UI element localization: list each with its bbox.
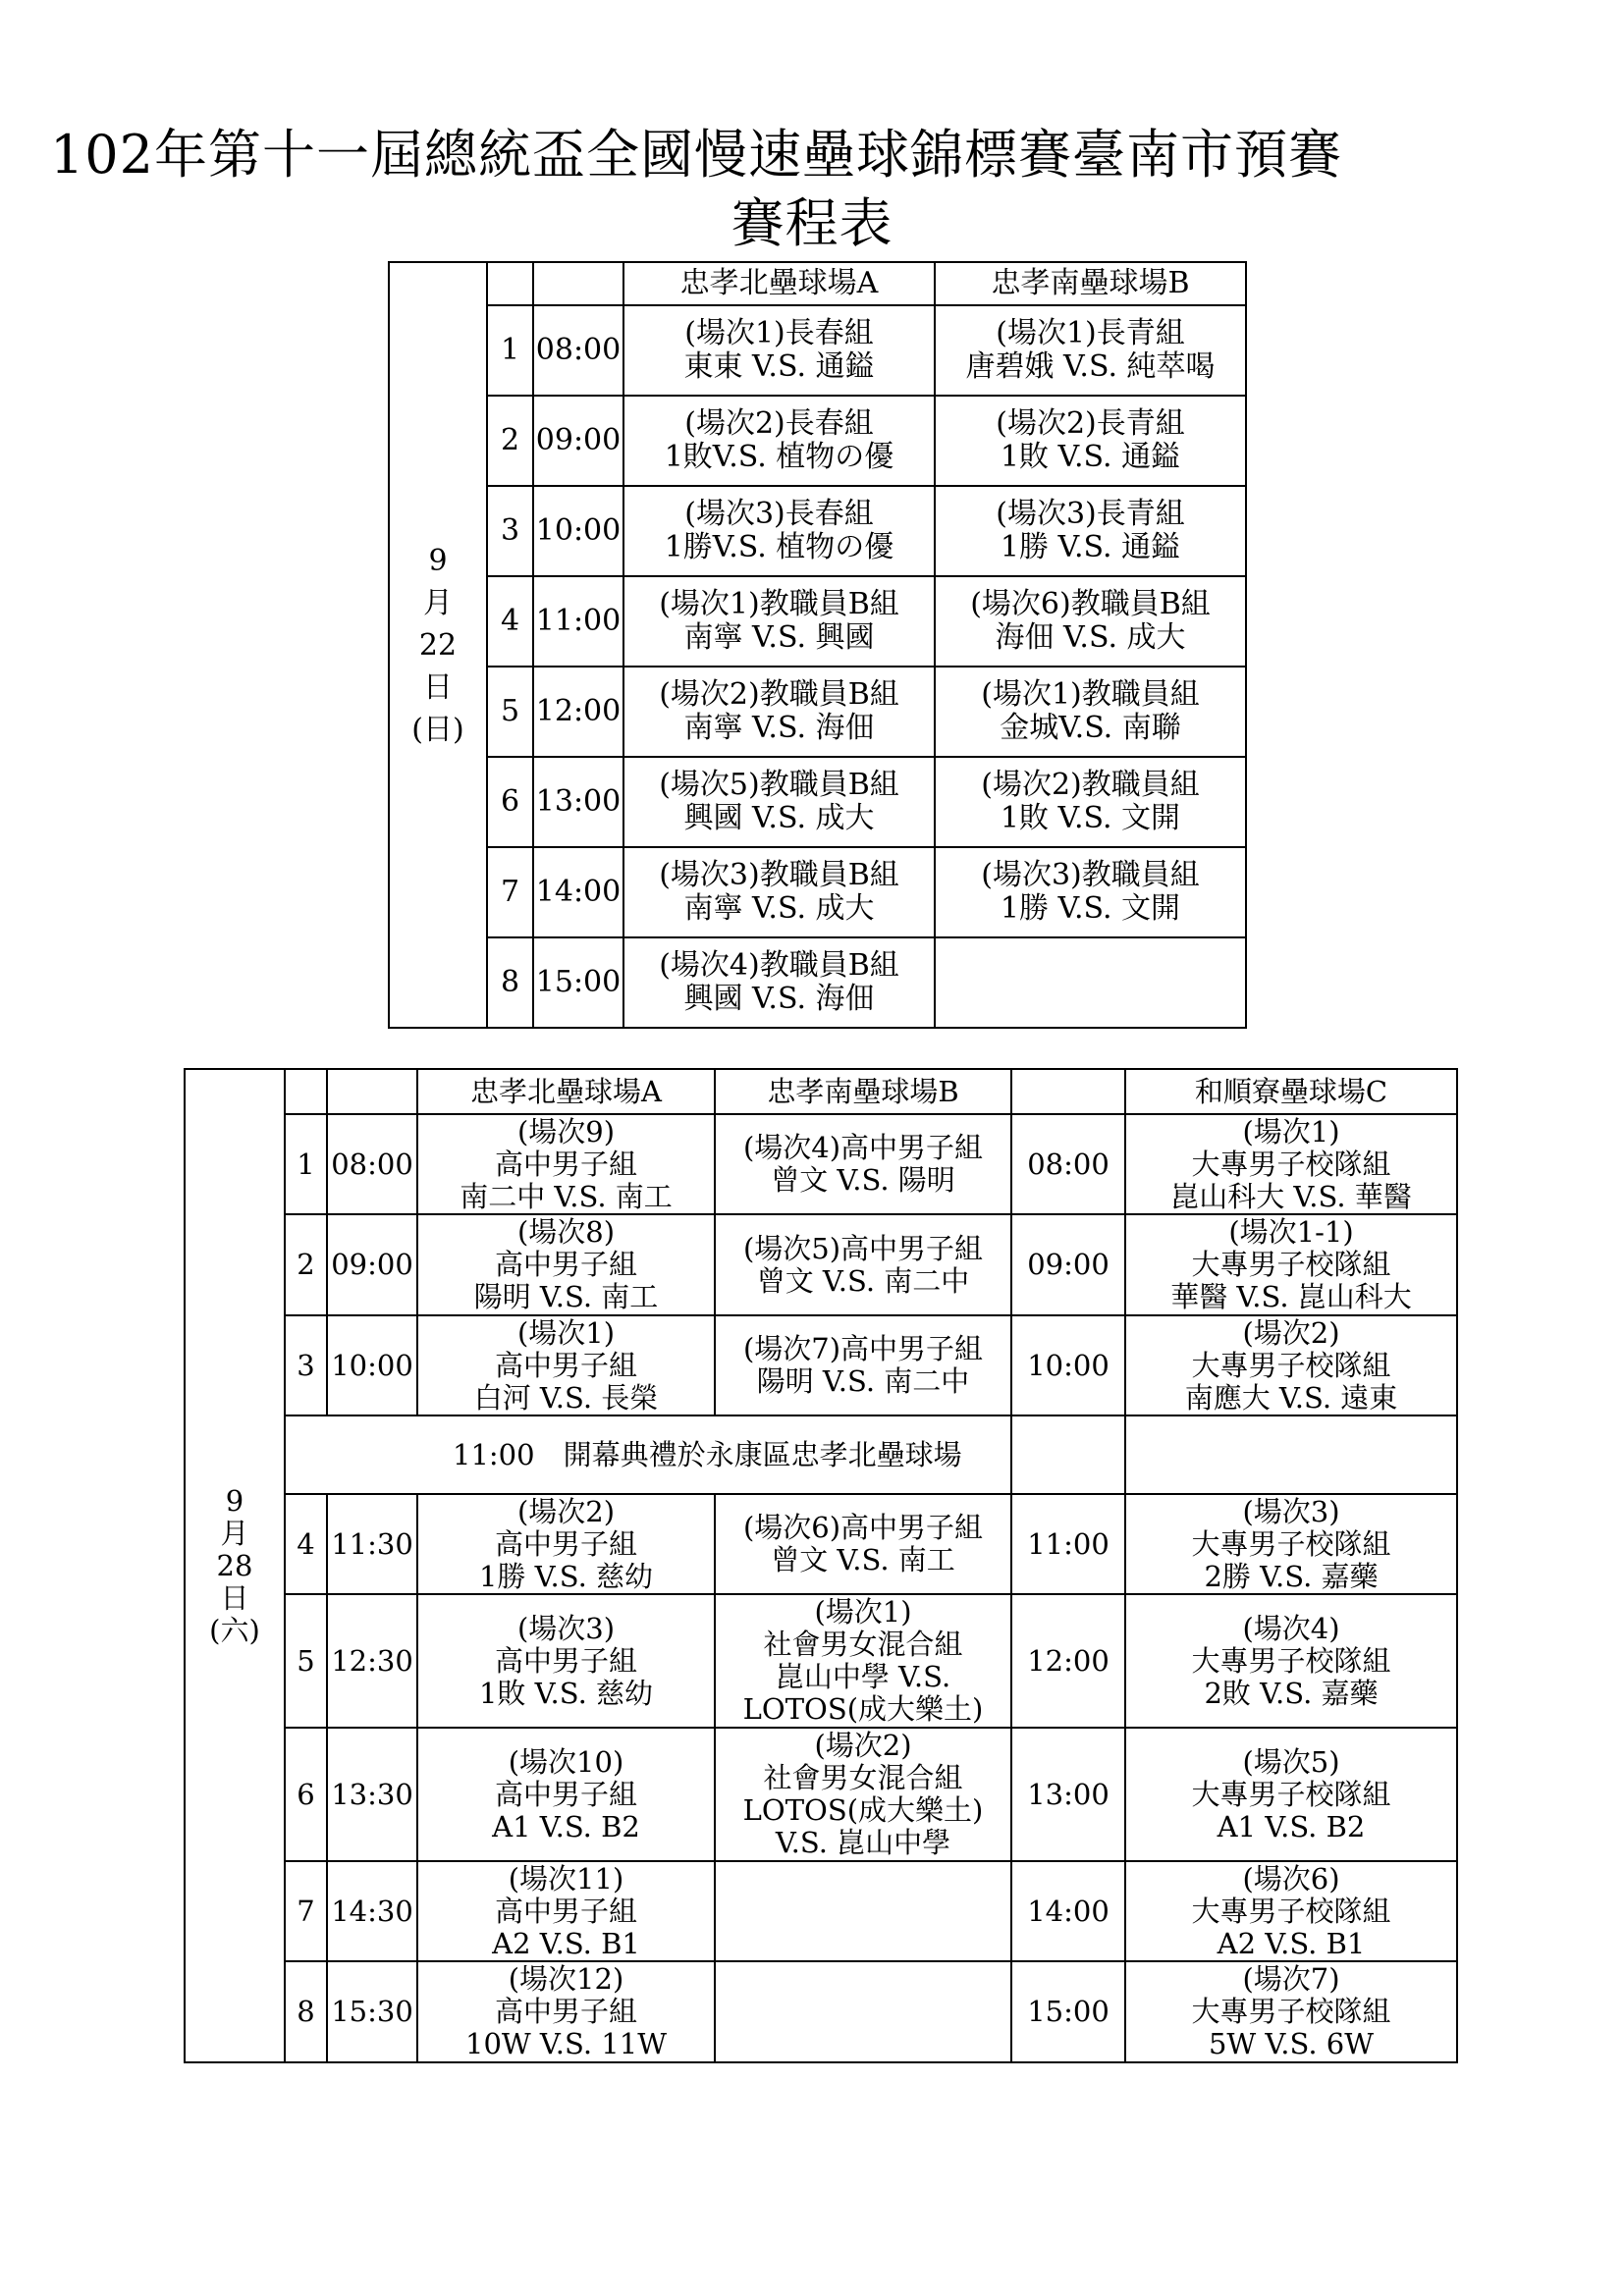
cell-line: 10:00 bbox=[331, 1348, 413, 1382]
cell-line: 社會男女混合組 bbox=[763, 1761, 963, 1794]
field-c-match bbox=[1125, 1214, 1457, 1315]
cell-line: 海佃 V.S. 成大 bbox=[995, 620, 1186, 655]
cell-line: 6 bbox=[500, 784, 520, 819]
table-row bbox=[389, 847, 1246, 937]
cell-line: 3 bbox=[297, 1348, 315, 1382]
cell-line: 15:30 bbox=[331, 1995, 413, 2028]
match-time bbox=[533, 847, 623, 937]
cell-line: 10W V.S. 11W bbox=[465, 2027, 667, 2060]
field-a-match bbox=[623, 847, 935, 937]
cell-line: 崑山中學 V.S. bbox=[775, 1660, 951, 1693]
field-a-match bbox=[623, 667, 935, 757]
table-row bbox=[389, 757, 1246, 847]
cell-line: 月 bbox=[423, 585, 453, 620]
field-c-match bbox=[1125, 1861, 1457, 1961]
field-a-match bbox=[417, 1728, 715, 1861]
field-c-time bbox=[1011, 1214, 1125, 1315]
cell-line: 22 bbox=[418, 627, 458, 663]
cell-line: A1 V.S. B2 bbox=[1217, 1809, 1366, 1843]
table-row bbox=[185, 1214, 1457, 1315]
table-row bbox=[389, 937, 1246, 1028]
match-number bbox=[487, 757, 533, 847]
cell-line: V.S. 崑山中學 bbox=[775, 1826, 951, 1859]
cell-line: 大專男子校隊組 bbox=[1191, 1643, 1391, 1678]
match-number bbox=[285, 1961, 327, 2062]
cell-line: (場次1) bbox=[1242, 1114, 1340, 1148]
cell-line: 7 bbox=[500, 875, 520, 909]
cell-line: 5 bbox=[500, 694, 520, 728]
match-time bbox=[327, 1315, 417, 1415]
cell-line: 15:00 bbox=[535, 965, 622, 999]
cell-line: 12:00 bbox=[535, 694, 622, 728]
field-c-match bbox=[1125, 1728, 1457, 1861]
match-time bbox=[533, 667, 623, 757]
cell-line: (場次12) bbox=[508, 1962, 624, 1996]
field-b-match bbox=[715, 1861, 1011, 1961]
cell-line: 8 bbox=[297, 1995, 315, 2028]
match-time bbox=[327, 1114, 417, 1214]
cell-line: 14:30 bbox=[331, 1894, 413, 1928]
cell-line: 10:00 bbox=[535, 513, 622, 548]
field-b-match bbox=[715, 1728, 1011, 1861]
cell-line: 5W V.S. 6W bbox=[1208, 2027, 1375, 2060]
field-a-match bbox=[417, 1114, 715, 1214]
cell-line: 高中男子組 bbox=[494, 1348, 637, 1382]
cell-line: (場次7) bbox=[1242, 1962, 1340, 1996]
table-row bbox=[185, 1114, 1457, 1214]
cell-line: 大專男子校隊組 bbox=[1191, 1348, 1391, 1382]
field-a-match bbox=[417, 1594, 715, 1728]
cell-line: 華醫 V.S. 崑山科大 bbox=[1170, 1280, 1412, 1313]
cell-line: 忠孝南壘球場B bbox=[767, 1074, 959, 1108]
table-row bbox=[389, 576, 1246, 667]
field-c-time bbox=[1011, 1728, 1125, 1861]
cell-line: 大專男子校隊組 bbox=[1191, 1777, 1391, 1811]
cell-line: (場次5)教職員B組 bbox=[659, 768, 899, 802]
empty-cell bbox=[1125, 1415, 1457, 1494]
cell-line: 崑山科大 V.S. 華醫 bbox=[1170, 1179, 1412, 1213]
cell-line: 13:00 bbox=[535, 784, 622, 819]
cell-line: (場次1) bbox=[516, 1315, 616, 1350]
cell-line: LOTOS(成大樂土) bbox=[742, 1692, 984, 1726]
cell-line: 08:00 bbox=[535, 333, 622, 367]
cell-line: (場次4) bbox=[1242, 1611, 1340, 1645]
cell-line: 大專男子校隊組 bbox=[1191, 1526, 1391, 1561]
cell-line: 高中男子組 bbox=[494, 1248, 637, 1281]
cell-line: 9 bbox=[428, 543, 448, 578]
table-row bbox=[185, 1494, 1457, 1594]
cell-line: 1勝 V.S. 通鎰 bbox=[1000, 530, 1181, 564]
table-row bbox=[389, 486, 1246, 576]
column-header bbox=[487, 262, 533, 305]
field-b-match bbox=[715, 1594, 1011, 1728]
field-c-match bbox=[1125, 1961, 1457, 2062]
cell-line: (場次1)長青組 bbox=[996, 316, 1185, 350]
cell-line: 6 bbox=[297, 1777, 315, 1811]
cell-line: 陽明 V.S. 南二中 bbox=[756, 1364, 970, 1398]
cell-line: LOTOS(成大樂土) bbox=[742, 1793, 984, 1827]
field-b-match bbox=[935, 667, 1246, 757]
ceremony-row bbox=[185, 1415, 1457, 1494]
cell-line: (場次4)高中男子組 bbox=[742, 1131, 984, 1164]
cell-line: 忠孝北壘球場A bbox=[679, 266, 879, 300]
cell-line: (場次3) bbox=[1242, 1494, 1340, 1528]
cell-line: 12:00 bbox=[1027, 1643, 1110, 1678]
schedule-table-day2 bbox=[184, 1068, 1458, 2063]
field-c-match bbox=[1125, 1114, 1457, 1214]
cell-line: 曾文 V.S. 陽明 bbox=[771, 1163, 955, 1197]
cell-line: 11:30 bbox=[331, 1526, 413, 1561]
cell-line: 高中男子組 bbox=[494, 1147, 637, 1181]
field-a-match bbox=[623, 937, 935, 1028]
cell-line: 5 bbox=[297, 1643, 315, 1678]
cell-line: 和順寮壘球場C bbox=[1194, 1074, 1388, 1108]
cell-line: 2敗 V.S. 嘉藥 bbox=[1204, 1676, 1379, 1710]
cell-line: 大專男子校隊組 bbox=[1191, 1147, 1391, 1181]
cell-line: (場次1-1) bbox=[1228, 1215, 1354, 1249]
field-b-match bbox=[935, 937, 1246, 1028]
cell-line: A1 V.S. B2 bbox=[492, 1809, 640, 1843]
table-row bbox=[389, 667, 1246, 757]
cell-line: 9 bbox=[225, 1483, 244, 1518]
cell-line: (場次5) bbox=[1242, 1744, 1340, 1779]
cell-line: 白河 V.S. 長榮 bbox=[473, 1380, 659, 1415]
cell-line: 南寧 V.S. 海佃 bbox=[683, 711, 875, 745]
field-a-match bbox=[623, 757, 935, 847]
cell-line: 唐碧娥 V.S. 純萃喝 bbox=[965, 349, 1216, 384]
match-time bbox=[327, 1494, 417, 1594]
cell-line: (場次1)長春組 bbox=[684, 316, 874, 350]
cell-line: 月 bbox=[220, 1516, 249, 1550]
cell-line: (場次6)教職員B組 bbox=[970, 587, 1211, 621]
match-number bbox=[285, 1214, 327, 1315]
cell-line: (場次1) bbox=[814, 1595, 912, 1629]
match-number bbox=[487, 847, 533, 937]
cell-line: 高中男子組 bbox=[494, 1526, 637, 1561]
table-row bbox=[185, 1728, 1457, 1861]
cell-line: 12:30 bbox=[331, 1643, 413, 1678]
table-row bbox=[185, 1861, 1457, 1961]
cell-line: (場次6)高中男子組 bbox=[742, 1511, 984, 1544]
cell-line: 2勝 V.S. 嘉藥 bbox=[1204, 1559, 1379, 1593]
match-time bbox=[533, 486, 623, 576]
cell-line: 社會男女混合組 bbox=[763, 1628, 963, 1661]
cell-line: 東東 V.S. 通鎰 bbox=[683, 349, 875, 384]
column-header bbox=[327, 1069, 417, 1114]
cell-line: 13:30 bbox=[331, 1777, 413, 1811]
cell-line: 2 bbox=[500, 423, 520, 457]
match-time bbox=[533, 576, 623, 667]
page-title: 102年第十一屆總統盃全國慢速壘球錦標賽臺南市預賽 bbox=[49, 124, 1343, 186]
field-c-time bbox=[1011, 1114, 1125, 1214]
cell-line: 2 bbox=[297, 1248, 315, 1281]
cell-line: 8 bbox=[500, 965, 520, 999]
cell-line: (場次2) bbox=[516, 1494, 616, 1528]
cell-line: 1敗 V.S. 慈幼 bbox=[478, 1676, 654, 1710]
cell-line: 13:00 bbox=[1027, 1777, 1110, 1811]
field-b-match bbox=[715, 1315, 1011, 1415]
cell-line: 高中男子組 bbox=[494, 1777, 637, 1811]
cell-line: (場次4)教職員B組 bbox=[659, 948, 899, 983]
cell-line: 曾文 V.S. 南二中 bbox=[756, 1263, 970, 1298]
match-number bbox=[285, 1861, 327, 1961]
match-time bbox=[327, 1728, 417, 1861]
cell-line: (場次7)高中男子組 bbox=[742, 1332, 984, 1365]
cell-line: (場次2)長春組 bbox=[684, 406, 874, 441]
match-time bbox=[327, 1214, 417, 1315]
field-c-time bbox=[1011, 1861, 1125, 1961]
cell-line: 高中男子組 bbox=[494, 1894, 637, 1928]
match-number bbox=[285, 1594, 327, 1728]
cell-line: 11:00 開幕典禮於永康區忠孝北壘球場 bbox=[453, 1437, 962, 1471]
field-c-time bbox=[1011, 1494, 1125, 1594]
cell-line: 1 bbox=[297, 1147, 315, 1181]
cell-line: 1勝V.S. 植物の優 bbox=[664, 530, 894, 564]
field-a-match bbox=[417, 1961, 715, 2062]
field-c-time bbox=[1011, 1315, 1125, 1415]
cell-line: 1敗 V.S. 文開 bbox=[1000, 801, 1181, 835]
cell-line: (場次3)教職員B組 bbox=[659, 858, 899, 892]
field-a-match bbox=[417, 1315, 715, 1415]
cell-line: 14:00 bbox=[1027, 1894, 1110, 1928]
field-c-match bbox=[1125, 1594, 1457, 1728]
cell-line: 11:00 bbox=[535, 604, 622, 638]
cell-line: (場次9) bbox=[516, 1114, 616, 1148]
cell-line: 11:00 bbox=[1027, 1526, 1110, 1561]
column-header bbox=[417, 1069, 715, 1114]
cell-line: 日 bbox=[423, 669, 453, 705]
cell-line: 南寧 V.S. 成大 bbox=[683, 891, 875, 926]
match-time bbox=[327, 1594, 417, 1728]
cell-line: 高中男子組 bbox=[494, 1643, 637, 1678]
cell-line: 大專男子校隊組 bbox=[1191, 1894, 1391, 1928]
cell-line: (場次10) bbox=[508, 1744, 624, 1779]
field-c-time bbox=[1011, 1594, 1125, 1728]
cell-line: 陽明 V.S. 南工 bbox=[473, 1280, 659, 1313]
column-header bbox=[935, 262, 1246, 305]
cell-line: 14:00 bbox=[535, 875, 622, 909]
cell-line: 金城V.S. 南聯 bbox=[1000, 711, 1181, 745]
table-row bbox=[185, 1594, 1457, 1728]
cell-line: 1勝 V.S. 慈幼 bbox=[478, 1559, 654, 1593]
cell-line: (六) bbox=[209, 1613, 260, 1647]
field-b-match bbox=[715, 1214, 1011, 1315]
cell-line: 28 bbox=[216, 1548, 253, 1582]
cell-line: (日) bbox=[411, 712, 464, 747]
cell-line: (場次8) bbox=[516, 1215, 616, 1249]
match-number bbox=[487, 937, 533, 1028]
field-a-match bbox=[623, 576, 935, 667]
cell-line: 大專男子校隊組 bbox=[1191, 1248, 1391, 1281]
table-row bbox=[389, 305, 1246, 396]
field-b-match bbox=[715, 1961, 1011, 2062]
date-cell bbox=[389, 262, 487, 1028]
cell-line: (場次5)高中男子組 bbox=[742, 1231, 984, 1265]
cell-line: A2 V.S. B1 bbox=[1217, 1926, 1366, 1960]
field-b-match bbox=[935, 757, 1246, 847]
cell-line: 09:00 bbox=[535, 423, 622, 457]
field-b-match bbox=[715, 1494, 1011, 1594]
match-number bbox=[487, 396, 533, 486]
match-time bbox=[327, 1961, 417, 2062]
cell-line: (場次2)教職員組 bbox=[981, 768, 1200, 802]
cell-line: (場次1)教職員B組 bbox=[659, 587, 899, 621]
cell-line: 7 bbox=[297, 1894, 315, 1928]
cell-line: 南二中 V.S. 南工 bbox=[460, 1179, 673, 1213]
match-number bbox=[285, 1494, 327, 1594]
field-b-match bbox=[935, 486, 1246, 576]
column-header bbox=[715, 1069, 1011, 1114]
cell-line: 日 bbox=[220, 1580, 249, 1615]
cell-line: 10:00 bbox=[1027, 1348, 1110, 1382]
field-b-match bbox=[935, 847, 1246, 937]
cell-line: 09:00 bbox=[1027, 1248, 1110, 1281]
match-number bbox=[285, 1315, 327, 1415]
match-number bbox=[285, 1114, 327, 1214]
cell-line: 4 bbox=[297, 1526, 315, 1561]
cell-line: (場次2)長青組 bbox=[996, 406, 1185, 441]
cell-line: 1敗 V.S. 通鎰 bbox=[1000, 440, 1181, 474]
header-row bbox=[389, 262, 1246, 305]
cell-line: (場次2) bbox=[1242, 1315, 1340, 1350]
cell-line: (場次2)教職員B組 bbox=[659, 677, 899, 712]
empty-cell bbox=[1011, 1415, 1125, 1494]
column-header bbox=[1011, 1069, 1125, 1114]
field-b-match bbox=[935, 396, 1246, 486]
field-a-match bbox=[417, 1494, 715, 1594]
cell-line: 1勝 V.S. 文開 bbox=[1000, 891, 1181, 926]
table-row bbox=[185, 1315, 1457, 1415]
field-c-match bbox=[1125, 1315, 1457, 1415]
table-row bbox=[389, 396, 1246, 486]
cell-line: 高中男子組 bbox=[494, 1995, 637, 2028]
cell-line: (場次6) bbox=[1242, 1861, 1340, 1896]
match-time bbox=[533, 396, 623, 486]
match-number bbox=[487, 486, 533, 576]
field-a-match bbox=[623, 305, 935, 396]
cell-line: 09:00 bbox=[331, 1248, 413, 1281]
field-b-match bbox=[935, 305, 1246, 396]
match-number bbox=[285, 1728, 327, 1861]
field-a-match bbox=[417, 1861, 715, 1961]
column-header bbox=[623, 262, 935, 305]
match-number bbox=[487, 667, 533, 757]
column-header bbox=[533, 262, 623, 305]
cell-line: 3 bbox=[500, 513, 520, 548]
match-time bbox=[327, 1861, 417, 1961]
table-row bbox=[185, 1961, 1457, 2062]
field-a-match bbox=[623, 396, 935, 486]
cell-line: 08:00 bbox=[1027, 1147, 1110, 1181]
match-time bbox=[533, 937, 623, 1028]
cell-line: 15:00 bbox=[1027, 1995, 1110, 2028]
cell-line: (場次11) bbox=[508, 1861, 624, 1896]
cell-line: (場次3)長青組 bbox=[996, 497, 1185, 531]
cell-line: 曾文 V.S. 南工 bbox=[771, 1543, 955, 1576]
cell-line: 4 bbox=[500, 604, 520, 638]
field-c-time bbox=[1011, 1961, 1125, 2062]
cell-line: 南應大 V.S. 遠東 bbox=[1184, 1380, 1398, 1415]
cell-line: 忠孝北壘球場A bbox=[470, 1074, 662, 1108]
cell-line: 南寧 V.S. 興國 bbox=[683, 620, 875, 655]
cell-line: (場次1)教職員組 bbox=[981, 677, 1200, 712]
field-b-match bbox=[935, 576, 1246, 667]
match-number bbox=[487, 576, 533, 667]
cell-line: 1 bbox=[500, 333, 520, 367]
match-time bbox=[533, 757, 623, 847]
column-header bbox=[285, 1069, 327, 1114]
cell-line: (場次2) bbox=[814, 1729, 912, 1762]
cell-line: (場次3)教職員組 bbox=[981, 858, 1200, 892]
cell-line: (場次3)長春組 bbox=[684, 497, 874, 531]
match-time bbox=[533, 305, 623, 396]
cell-line: A2 V.S. B1 bbox=[492, 1926, 640, 1960]
cell-line: 08:00 bbox=[331, 1147, 413, 1181]
cell-line: 大專男子校隊組 bbox=[1191, 1995, 1391, 2028]
field-c-match bbox=[1125, 1494, 1457, 1594]
column-header bbox=[1125, 1069, 1457, 1114]
cell-line: (場次3) bbox=[516, 1611, 616, 1645]
header-row bbox=[185, 1069, 1457, 1114]
match-number bbox=[487, 305, 533, 396]
opening-ceremony-note bbox=[285, 1415, 1011, 1494]
field-a-match bbox=[417, 1214, 715, 1315]
schedule-table-day1 bbox=[388, 261, 1247, 1029]
field-a-match bbox=[623, 486, 935, 576]
cell-line: 忠孝南壘球場B bbox=[991, 266, 1190, 300]
field-b-match bbox=[715, 1114, 1011, 1214]
cell-line: 興國 V.S. 成大 bbox=[683, 801, 875, 835]
cell-line: 興國 V.S. 海佃 bbox=[683, 982, 875, 1016]
date-cell bbox=[185, 1069, 285, 2062]
cell-line: 1敗V.S. 植物の優 bbox=[664, 440, 894, 474]
page-subtitle: 賽程表 bbox=[731, 192, 893, 254]
